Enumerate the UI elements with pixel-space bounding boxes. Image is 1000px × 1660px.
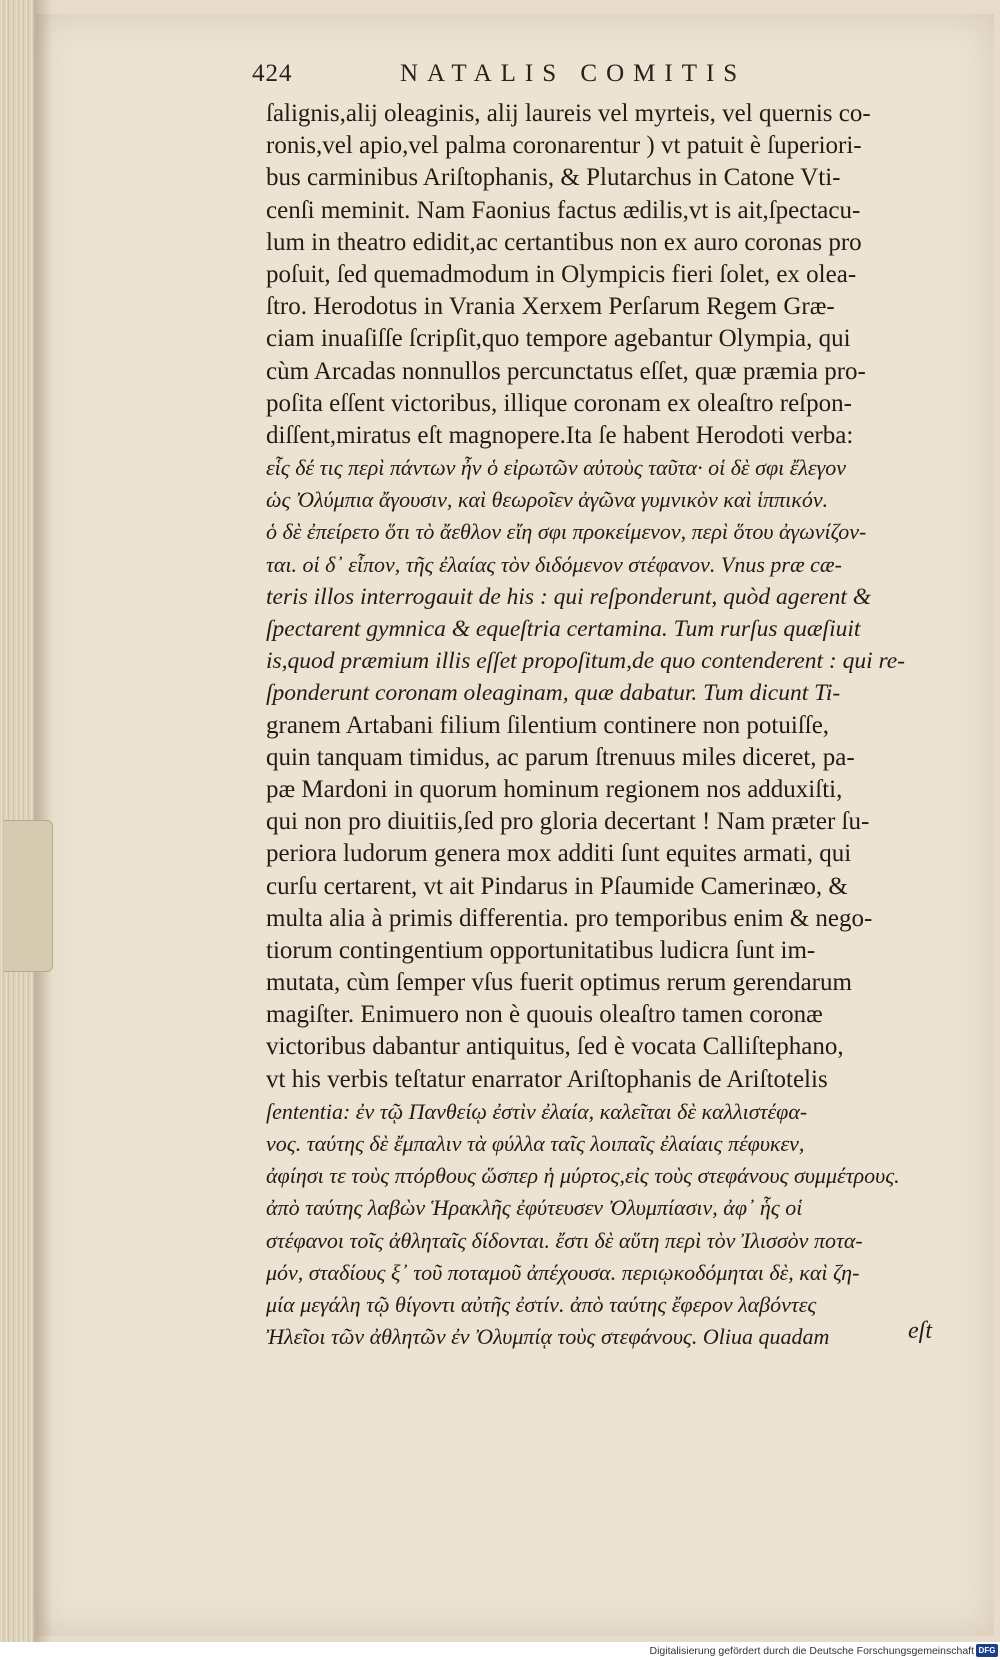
text-line: quin tanquam timidus, ac parum ſtrenuus miles diceret, pa- <box>266 743 855 771</box>
text-line: poſuit, ſed quemadmodum in Olympicis fieri ſolet, ex olea- <box>266 260 857 288</box>
text-line: lum in theatro edidit,ac certantibus non ex auro coronas pro <box>266 228 862 256</box>
text-line: victoribus dabantur antiquitus, ſed è vocata Calliſtephano, <box>266 1033 844 1061</box>
text-line: tiorum contingentium opportunitatibus ludicra ſunt im- <box>266 936 816 964</box>
text-line: poſita eſſent victoribus, illique coronam ex oleaſtro reſpon- <box>266 389 852 417</box>
text-line: μόν, σταδίους ξ᾽ τοῦ ποταμοῦ ἀπέχουσα. περιῳκοδόμηται δὲ, καὶ ζη- <box>266 1259 860 1285</box>
text-line: vt his verbis teſtatur enarrator Ariſtophanis de Ariſtotelis <box>266 1065 828 1093</box>
text-line: diſſent,miratus eſt magnopere.Ita ſe habent Herodoti verba: <box>266 421 854 449</box>
text-line: multa alia à primis differentia. pro temporibus enim & nego- <box>266 904 873 932</box>
dfg-logo: DFG <box>976 1644 998 1657</box>
text-line: bus carminibus Ariſtophanis, & Plutarchus in Catone Vti- <box>266 164 841 192</box>
text-line: cenſi meminit. Nam Faonius factus ædilis,vt is ait,ſpectacu- <box>266 196 861 224</box>
text-line: periora ludorum genera mox additi ſunt equites armati, qui <box>266 840 852 868</box>
text-line: curſu certarent, vt ait Pindarus in Pſaumide Camerinæo, & <box>266 872 848 900</box>
body-text <box>266 98 976 1353</box>
text-line: ſponderunt coronam oleaginam, quæ dabatur. Tum dicunt Ti- <box>266 680 841 707</box>
text-line: νος. ταύτης δὲ ἔμπαλιν τὰ φύλλα ταῖς λοιπαῖς ἐλαίαις πέφυκεν, <box>266 1131 805 1156</box>
text-line: ἀπὸ ταύτης λαβὼν Ἡρακλῆς ἐφύτευσεν Ὀλυμπίασιν, ἀφ᾽ ἧς οἱ <box>266 1195 803 1221</box>
text-line: is,quod præmium illis eſſet propoſitum,de quo contenderent : qui re- <box>266 648 905 675</box>
text-line: ſalignis,alij oleaginis, alij laureis vel myrteis, vel quernis co- <box>266 100 871 127</box>
catchword: eſt <box>908 1318 932 1344</box>
funding-credit: Digitalisierung gefördert durch die Deutsche Forschungsgemeinschaft <box>649 1645 974 1657</box>
text-line: στέφανοι τοῖς ἀθληταῖς δίδονται. ἔστι δὲ αὕτη περὶ τὸν Ἰλισσὸν ποτα- <box>266 1227 863 1253</box>
text-line: ciam inuaſiſſe ſcripſit,quo tempore agebantur Olympia, qui <box>266 325 851 353</box>
text-line: ſtro. Herodotus in Vrania Xerxem Perſarum Regem Græ- <box>266 293 835 321</box>
text-line: teris illos interrogauit de his : qui reſponderunt, quòd agerent & <box>266 583 872 610</box>
text-line: magiſter. Enimuero non è quouis oleaſtro tamen coronæ <box>266 1001 823 1029</box>
text-line: ſpectarent gymnica & equeſtria certamina. Tum rurſus quæſiuit <box>266 616 861 642</box>
text-line: cùm Arcadas nonnullos percunctatus eſſet, quæ præmia pro- <box>266 357 866 385</box>
text-line: εἷς δέ τις περὶ πάντων ἦν ὁ εἰρωτῶν αὐτοὺς ταῦτα· οἱ δὲ σφι ἔλεγον <box>266 455 847 481</box>
text-line: mutata, cùm ſemper vſus fuerit optimus rerum gerendarum <box>266 969 852 997</box>
paper-tab <box>4 820 53 972</box>
text-line: ſententia: ἐν τῷ Πανθείῳ ἐστὶν ἐλαία, καλεῖται δὲ καλλιστέφα- <box>266 1098 808 1124</box>
text-line: μία μεγάλη τῷ θίγοντι αὐτῆς ἐστίν. ἀπὸ ταύτης ἔφερον λαβόντες <box>266 1291 817 1317</box>
text-line: pæ Mardoni in quorum hominum regionem nos adduxiſti, <box>266 775 843 803</box>
running-title: NATALIS COMITIS <box>400 60 747 87</box>
text-line: ται. οἱ δ᾽ εἶπον, τῆς ἐλαίας τὸν διδόμενον στέφανον. Vnus præ cæ- <box>266 551 842 577</box>
text-line: granem Artabani filium ſilentium continere non potuiſſe, <box>266 711 830 739</box>
text-line: qui non pro diuitiis,ſed pro gloria decertant ! Nam præter ſu- <box>266 808 870 836</box>
text-line: Ἠλεῖοι τῶν ἀθλητῶν ἐν Ὀλυμπίᾳ τοὺς στεφάνους. Oliua quadam <box>266 1324 830 1350</box>
text-line: ἀφίησι τε τοὺς πτόρθους ὥσπερ ἡ μύρτος,εἰς τοὺς στεφάνους συμμέτρους. <box>266 1163 900 1189</box>
page-header <box>252 60 972 100</box>
text-line: ὁ δὲ ἐπείρετο ὅτι τὸ ἄεθλον εἴη σφι προκείμενον, περὶ ὅτου ἀγωνίζον- <box>266 519 867 545</box>
page-number: 424 <box>252 60 293 87</box>
text-line: ronis,vel apio,vel palma coronarentur ) vt patuit è ſuperiori- <box>266 132 862 160</box>
text-line: ὡς Ὀλύμπια ἄγουσιν, καὶ θεωροῖεν ἀγῶνα γυμνικὸν καὶ ἱππικόν. <box>266 487 829 513</box>
